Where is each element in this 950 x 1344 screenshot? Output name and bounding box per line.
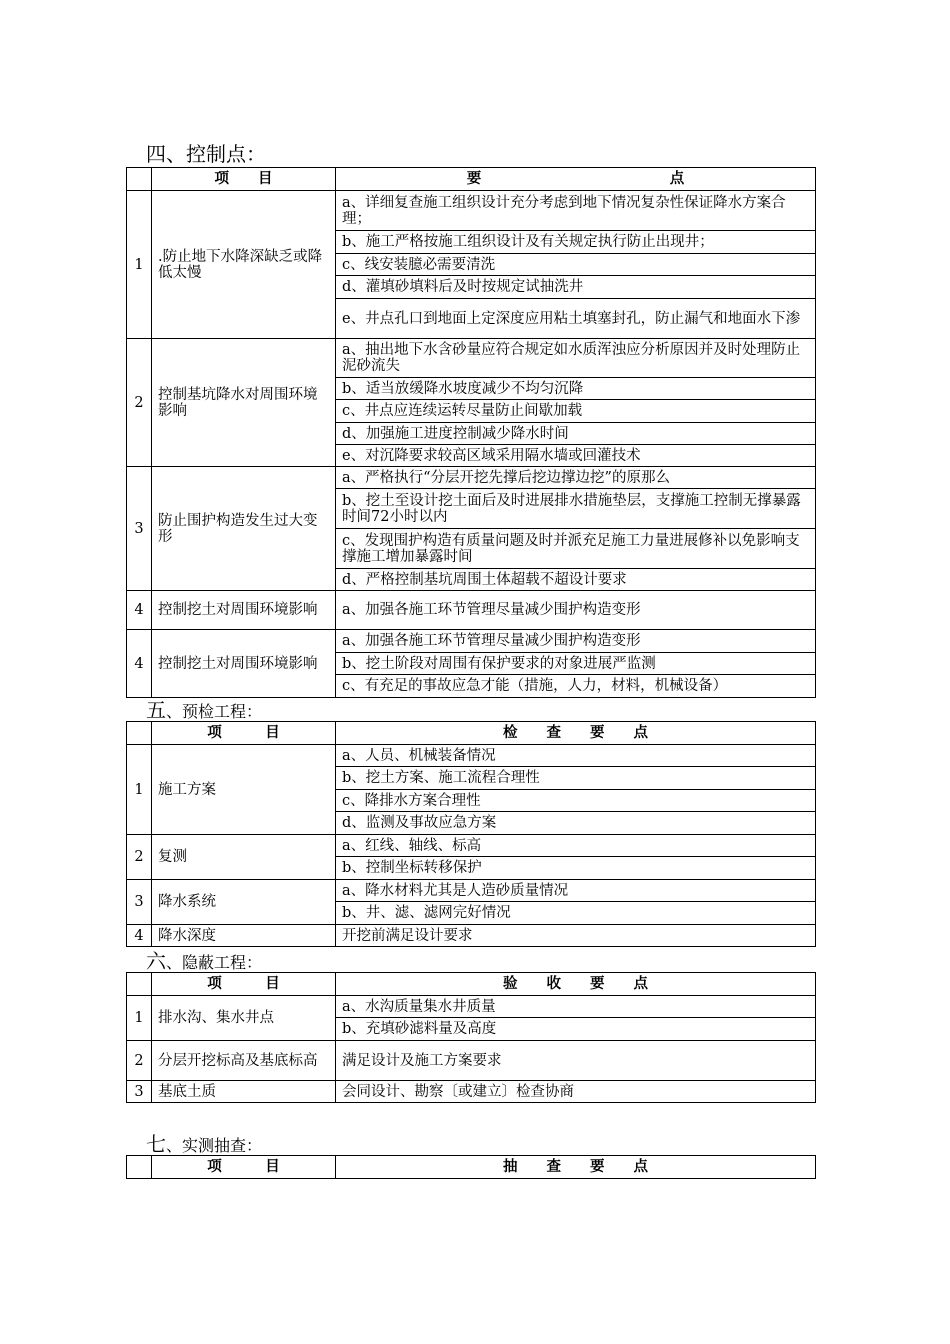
row-point: b、挖土阶段对周围有保护要求的对象进展严监测 xyxy=(336,653,816,675)
table-row xyxy=(127,339,816,378)
row-point: c、线安装臆必需要清洗 xyxy=(336,254,816,276)
row-item: 施工方案 xyxy=(152,745,336,835)
row-number: 2 xyxy=(127,835,152,880)
row-point: b、挖土方案、施工流程合理性 xyxy=(336,767,816,790)
row-item: 排水沟、集水井点 xyxy=(152,996,336,1041)
header-item: 项 目 xyxy=(152,973,336,996)
row-point: a、严格执行“分层开挖先撑后挖边撑边挖”的原那么 xyxy=(336,467,816,489)
row-point: 满足设计及施工方案要求 xyxy=(336,1041,816,1081)
table-row xyxy=(127,835,816,857)
row-item: 降水深度 xyxy=(152,925,336,947)
row-number: 4 xyxy=(127,925,152,947)
header-points: 抽 查 要 点 xyxy=(336,1156,816,1179)
table-row xyxy=(127,191,816,231)
header-points: 要 点 xyxy=(336,168,816,191)
row-point: a、详细复查施工组织设计充分考虑到地下情况复杂性保证降水方案合理； xyxy=(336,191,816,231)
row-point: a、降水材料尤其是人造砂质量情况 xyxy=(336,880,816,902)
section-7-title: 七、实测抽查： xyxy=(146,1132,263,1156)
table-row xyxy=(127,630,816,653)
row-point: 会同设计、勘察〔或建立〕检查协商 xyxy=(336,1081,816,1103)
row-number: 3 xyxy=(127,880,152,925)
table-header-row xyxy=(127,168,816,191)
row-item: 控制挖土对周围环境影响 xyxy=(152,630,336,698)
row-point: d、加强施工进度控制减少降水时间 xyxy=(336,423,816,445)
header-points: 验 收 要 点 xyxy=(336,973,816,996)
row-point: b、适当放缓降水坡度减少不均匀沉降 xyxy=(336,378,816,400)
row-number: 2 xyxy=(127,1041,152,1081)
table-row xyxy=(127,1041,816,1081)
row-item: 基底土质 xyxy=(152,1081,336,1103)
header-item: 项 目 xyxy=(152,1156,336,1179)
row-point: b、施工严格按施工组织设计及有关规定执行防止出现井； xyxy=(336,231,816,254)
header-item: 项 目 xyxy=(152,168,336,191)
table-row xyxy=(127,880,816,902)
row-number: 2 xyxy=(127,339,152,467)
table-header-row xyxy=(127,1156,816,1179)
row-point: a、人员、机械装备情况 xyxy=(336,745,816,767)
section-4-title: 四、控制点： xyxy=(146,142,266,166)
precheck-table xyxy=(126,721,816,947)
table-header-row xyxy=(127,973,816,996)
control-points-table xyxy=(126,167,816,698)
row-point: d、监测及事故应急方案 xyxy=(336,812,816,835)
row-number: 1 xyxy=(127,745,152,835)
row-point: a、加强各施工环节管理尽量减少围护构造变形 xyxy=(336,591,816,630)
spot-check-table xyxy=(126,1155,816,1179)
row-point: d、灌填砂填料后及时按规定试抽洗井 xyxy=(336,276,816,299)
row-number: 3 xyxy=(127,467,152,591)
row-number: 4 xyxy=(127,591,152,630)
table-row xyxy=(127,591,816,630)
row-item: 防止围护构造发生过大变形 xyxy=(152,467,336,591)
row-number: 1 xyxy=(127,996,152,1041)
row-point: e、井点孔口到地面上定深度应用粘土填塞封孔，防止漏气和地面水下渗 xyxy=(336,299,816,339)
row-point: c、发现围护构造有质量问题及时并派充足施工力量进展修补以免影响支撑施工增加暴露时间 xyxy=(336,529,816,569)
row-item: 降水系统 xyxy=(152,880,336,925)
header-points: 检 查 要 点 xyxy=(336,722,816,745)
section-6-title: 六、隐蔽工程： xyxy=(146,949,263,973)
row-point: a、水沟质量集水井质量 xyxy=(336,996,816,1018)
row-point: a、抽出地下水含砂量应符合规定如水质浑浊应分析原因并及时处理防止泥砂流失 xyxy=(336,339,816,378)
row-item: 控制挖土对周围环境影响 xyxy=(152,591,336,630)
row-point: 开挖前满足设计要求 xyxy=(336,925,816,947)
row-point: b、控制坐标转移保护 xyxy=(336,857,816,880)
row-point: a、加强各施工环节管理尽量减少围护构造变形 xyxy=(336,630,816,653)
row-point: b、充填砂滤料量及高度 xyxy=(336,1018,816,1041)
row-point: c、有充足的事故应急才能（措施，人力，材料，机械设备） xyxy=(336,675,816,698)
row-item: .防止地下水降深缺乏或降低太慢 xyxy=(152,191,336,339)
concealed-works-table xyxy=(126,972,816,1103)
row-point: b、挖土至设计挖土面后及时进展排水措施垫层，支撑施工控制无撑暴露时间72小时以内 xyxy=(336,489,816,529)
row-number: 3 xyxy=(127,1081,152,1103)
row-point: d、严格控制基坑周围土体超载不超设计要求 xyxy=(336,569,816,591)
row-item: 控制基坑降水对周围环境影响 xyxy=(152,339,336,467)
section-5-title: 五、预检工程： xyxy=(146,698,263,722)
row-point: c、井点应连续运转尽量防止间歇加载 xyxy=(336,400,816,423)
row-point: e、对沉降要求较高区域采用隔水墙或回灌技术 xyxy=(336,445,816,467)
row-number: 1 xyxy=(127,191,152,339)
row-point: a、红线、轴线、标高 xyxy=(336,835,816,857)
table-row xyxy=(127,996,816,1018)
row-point: c、降排水方案合理性 xyxy=(336,790,816,812)
row-item: 分层开挖标高及基底标高 xyxy=(152,1041,336,1081)
table-row xyxy=(127,1081,816,1103)
table-row xyxy=(127,925,816,947)
row-number: 4 xyxy=(127,630,152,698)
row-point: b、井、滤、滤网完好情况 xyxy=(336,902,816,925)
table-row xyxy=(127,467,816,489)
row-item: 复测 xyxy=(152,835,336,880)
table-row xyxy=(127,745,816,767)
header-item: 项 目 xyxy=(152,722,336,745)
table-header-row xyxy=(127,722,816,745)
